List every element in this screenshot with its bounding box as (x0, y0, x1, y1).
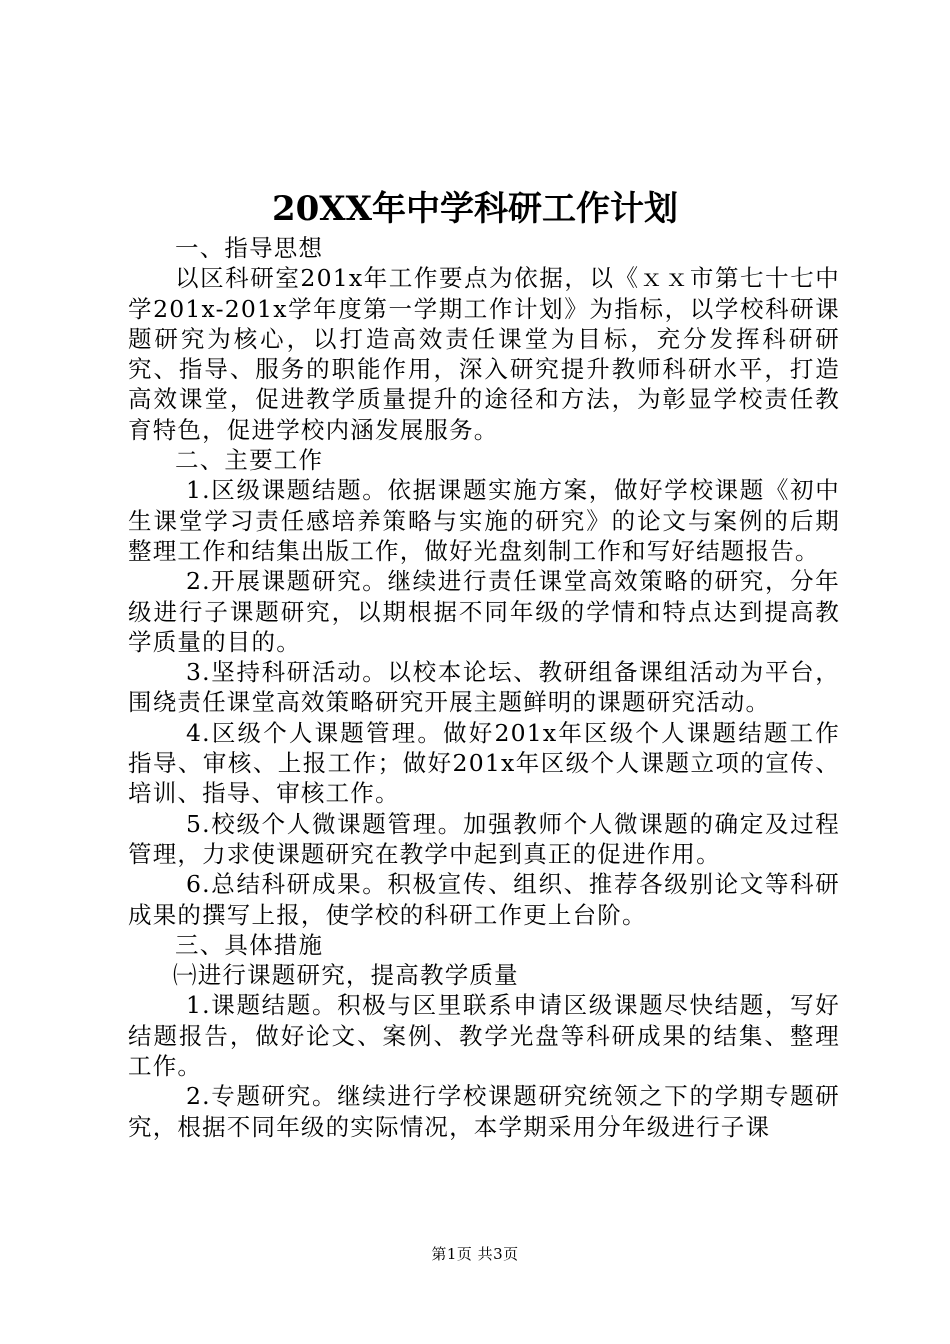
document-body (128, 233, 840, 1142)
list-item-main-work-6: 6.总结科研成果。积极宣传、组织、推荐各级别论文等科研成果的撰写上报，使学校的科研工作更上台阶。 (128, 870, 840, 929)
section-heading-guiding-ideology: 一、指导思想 (175, 234, 324, 262)
list-item-measures-2: 2.专题研究。继续进行学校课题研究统领之下的学期专题研究，根据不同年级的实际情况，本学期采用分年级进行子课 (128, 1082, 840, 1141)
document-title: 20XX年中学科研工作计划 (271, 189, 679, 229)
list-item-main-work-4: 4.区级个人课题管理。做好201x年区级个人课题结题工作指导、审核、上报工作；做好201x年区级个人课题立项的宣传、培训、指导、审核工作。 (128, 718, 840, 808)
list-item-main-work-2: 2.开展课题研究。继续进行责任课堂高效策略的研究，分年级进行子课题研究，以期根据不同年级的学情和特点达到提高教学质量的目的。 (128, 567, 840, 656)
list-item-main-work-5: 5.校级个人微课题管理。加强教师个人微课题的确定及过程管理，力求使课题研究在教学中起到真正的促进作用。 (128, 809, 840, 868)
paragraph-guiding-ideology: 以区科研室201x年工作要点为依据，以《ｘｘ市第七十七中学201x-201x学年度第一学期工作计划》为指标，以学校科研课题研究为核心，以打造高效责任课堂为目标，充分发挥科研研究、指导、服务的职能作用，深入研究提升教师科研水平，打造高效课堂，促进教学质量提升的途径和方法，为彰显学校责任教育特色，促进学校内涵发展服务。 (128, 264, 840, 444)
subsection-heading-research: ㈠进行课题研究，提高教学质量 (173, 961, 519, 990)
page-footer: 第1页 共3页 (431, 1245, 519, 1263)
list-item-main-work-3: 3.坚持科研活动。以校本论坛、教研组备课组活动为平台，围绕责任课堂高效策略研究开展主题鲜明的课题研究活动。 (128, 658, 840, 717)
list-item-main-work-1: 1.区级课题结题。依据课题实施方案，做好学校课题《初中生课堂学习责任感培养策略与实施的研究》的论文与案例的后期整理工作和结集出版工作，做好光盘刻制工作和写好结题报告。 (128, 476, 840, 565)
section-heading-main-work: 二、主要工作 (175, 446, 324, 475)
list-item-measures-1: 1.课题结题。积极与区里联系申请区级课题尽快结题，写好结题报告，做好论文、案例、教学光盘等科研成果的结集、整理工作。 (128, 991, 840, 1081)
section-heading-measures: 三、具体措施 (175, 930, 324, 959)
